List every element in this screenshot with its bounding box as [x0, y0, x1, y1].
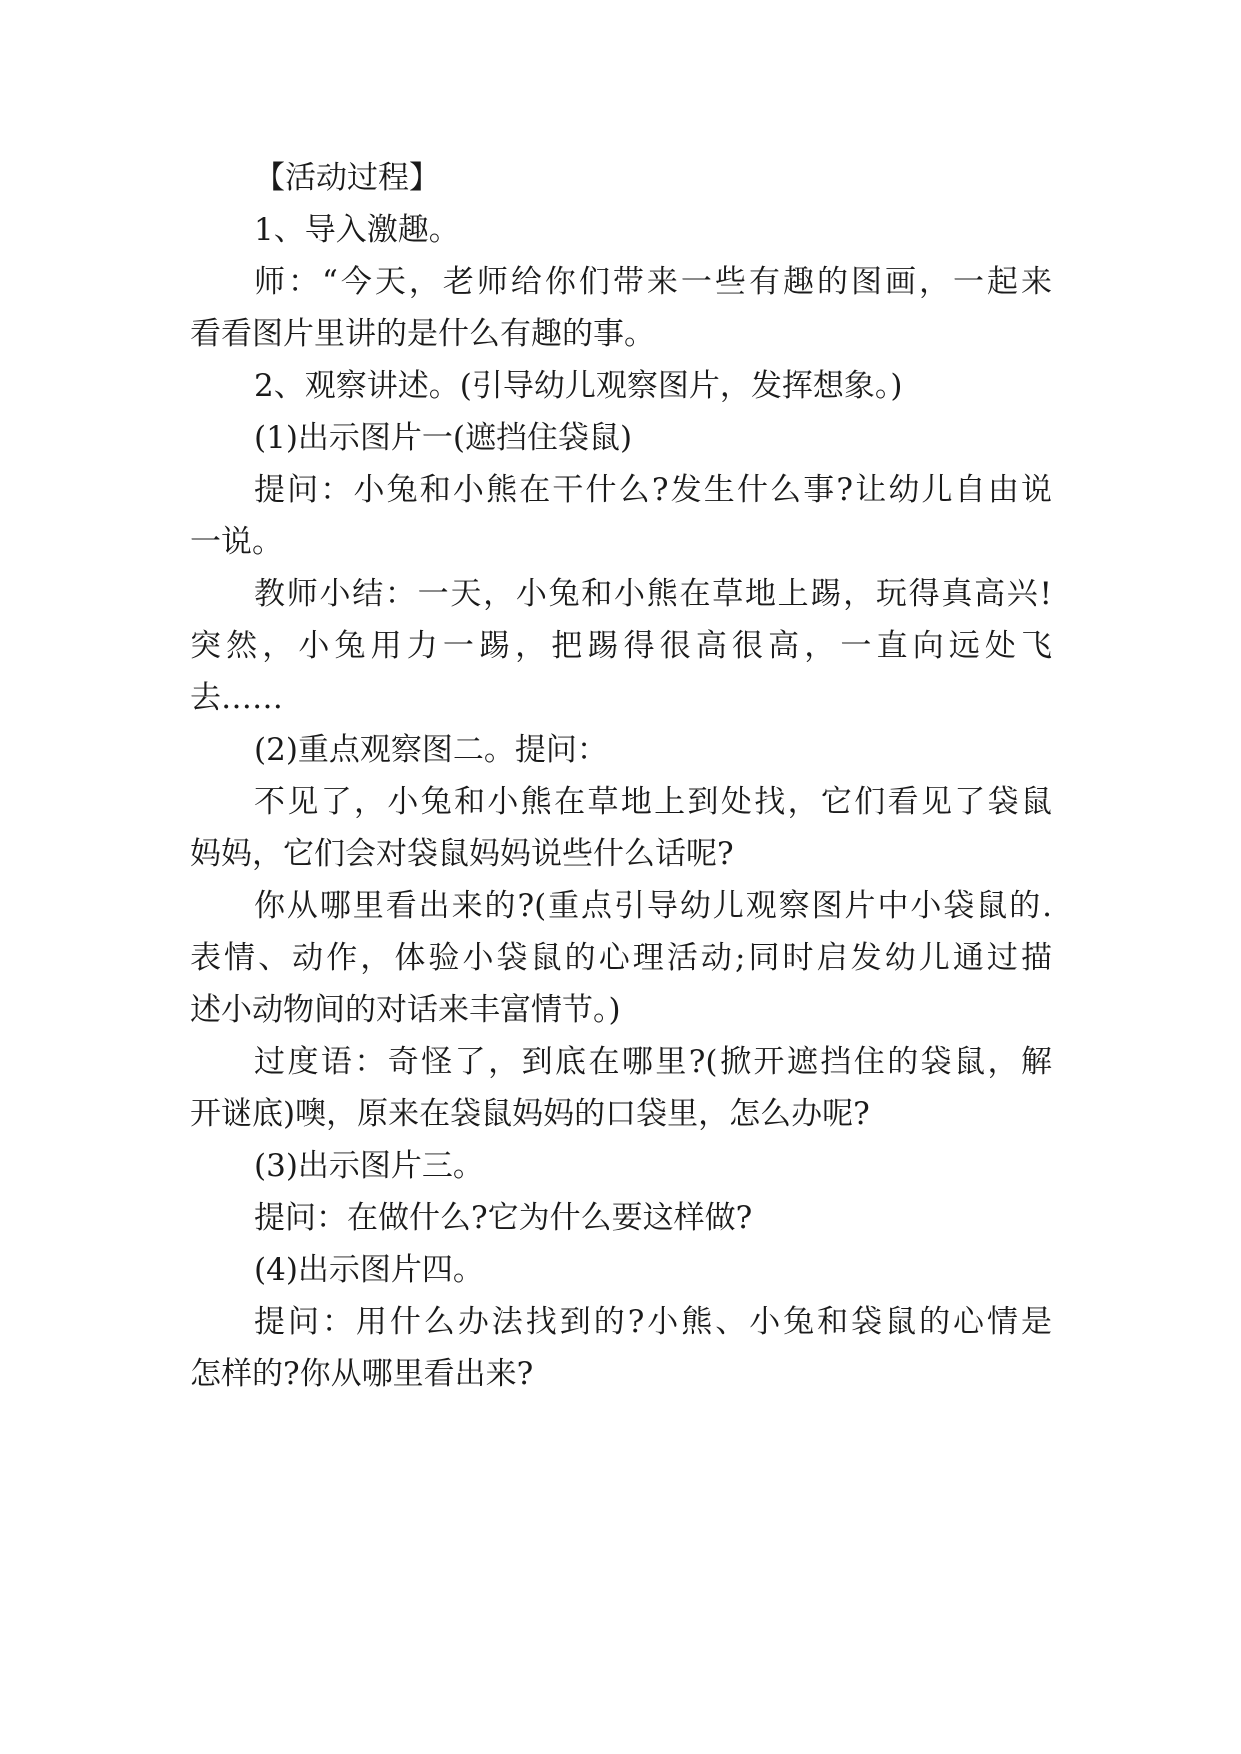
paragraph-line: 提问：小兔和小熊在干什么?发生什么事?让幼儿自由说 — [254, 472, 1052, 508]
paragraph-line: 师：“今天，老师给你们带来一些有趣的图画，一起来 — [254, 264, 1052, 300]
paragraph-line: 妈妈，它们会对袋鼠妈妈说些什么话呢? — [190, 836, 734, 872]
paragraph-line: 表情、动作，体验小袋鼠的心理活动;同时启发幼儿通过描 — [190, 940, 1052, 976]
paragraph-line: 述小动物间的对话来丰富情节。) — [190, 992, 621, 1028]
sub-step-1: (1)出示图片一(遮挡住袋鼠) — [254, 420, 633, 456]
document-page — [190, 152, 1052, 1400]
paragraph-line: 不见了，小兔和小熊在草地上到处找，它们看见了袋鼠 — [254, 784, 1052, 820]
paragraph-line: 过度语：奇怪了，到底在哪里?(掀开遮挡住的袋鼠，解 — [254, 1044, 1052, 1080]
paragraph-line: 你从哪里看出来的?(重点引导幼儿观察图片中小袋鼠的. — [254, 888, 1052, 924]
paragraph-line: 教师小结：一天，小兔和小熊在草地上踢，玩得真高兴! — [254, 576, 1052, 612]
sub-step-2: (2)重点观察图二。提问： — [254, 732, 608, 768]
paragraph-line: 突然，小兔用力一踢，把踢得很高很高，一直向远处飞 — [190, 628, 1052, 664]
section-heading: 【活动过程】 — [254, 160, 440, 196]
paragraph-line: 去…… — [190, 680, 283, 716]
paragraph-line: 开谜底)噢，原来在袋鼠妈妈的口袋里，怎么办呢? — [190, 1096, 870, 1132]
paragraph-line: 一说。 — [190, 524, 283, 560]
step-2-title: 2、观察讲述。(引导幼儿观察图片，发挥想象。) — [254, 368, 903, 404]
sub-step-4: (4)出示图片四。 — [254, 1252, 484, 1288]
paragraph-line: 看看图片里讲的是什么有趣的事。 — [190, 316, 655, 352]
sub-step-3: (3)出示图片三。 — [254, 1148, 484, 1184]
paragraph-line: 提问：在做什么?它为什么要这样做? — [254, 1200, 753, 1236]
paragraph-line: 提问：用什么办法找到的?小熊、小兔和袋鼠的心情是 — [254, 1304, 1052, 1340]
step-1-title: 1、导入激趣。 — [254, 212, 460, 248]
paragraph-line: 怎样的?你从哪里看出来? — [190, 1356, 534, 1392]
